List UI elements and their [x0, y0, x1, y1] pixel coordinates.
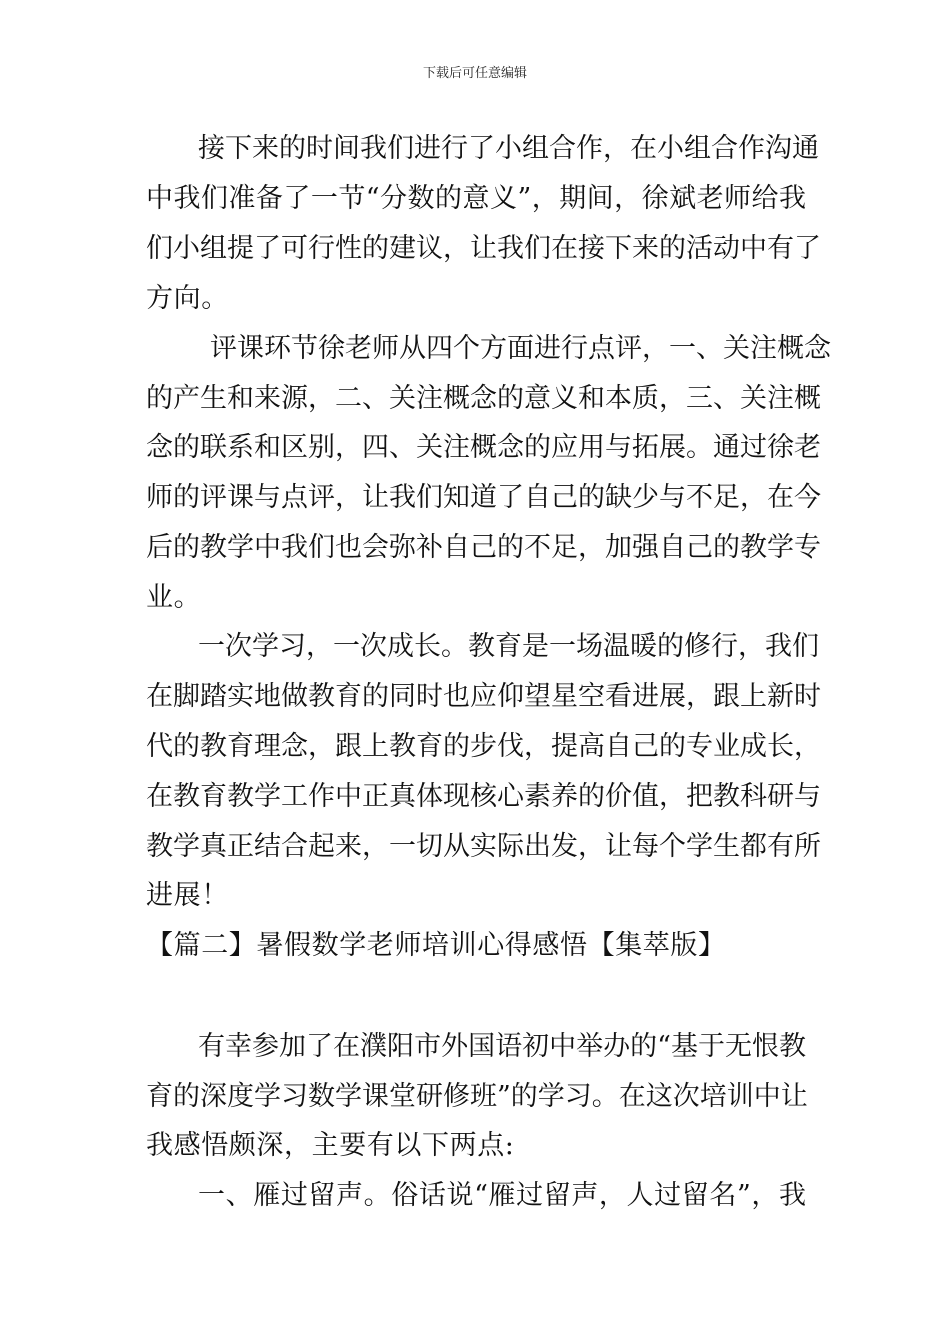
paragraph-line: 教学真正结合起来，一切从实际出发，让每个学生都有所: [146, 831, 821, 862]
paragraph-line: 一、雁过留声。俗话说“雁过留声，人过留名”，我: [198, 1180, 806, 1211]
paragraph-line: 有幸参加了在濮阳市外国语初中举办的“基于无恨教: [198, 1031, 806, 1062]
paragraph-line: 接下来的时间我们进行了小组合作，在小组合作沟通: [198, 133, 819, 164]
paragraph-line: 评课环节徐老师从四个方面进行点评，一、关注概念: [210, 333, 831, 364]
paragraph-line: 方向。: [146, 283, 229, 314]
page-header: 下载后可任意编辑: [422, 66, 527, 81]
paragraph-line: 我感悟颇深，主要有以下两点:: [146, 1130, 515, 1161]
section-title: 【篇二】暑假数学老师培训心得感悟【集萃版】: [146, 930, 726, 961]
paragraph-line: 进展！: [146, 880, 229, 911]
paragraph-line: 念的联系和区别，四、关注概念的应用与拓展。通过徐老: [146, 432, 821, 463]
paragraph-line: 中我们准备了一节“分数的意义”，期间，徐斌老师给我: [146, 183, 806, 214]
paragraph-line: 师的评课与点评，让我们知道了自己的缺少与不足，在今: [146, 482, 821, 513]
paragraph-line: 代的教育理念，跟上教育的步伐，提高自己的专业成长，: [146, 731, 821, 762]
paragraph-line: 育的深度学习数学课堂研修班”的学习。在这次培训中让: [146, 1081, 808, 1112]
paragraph-line: 业。: [146, 582, 202, 613]
paragraph-line: 在教育教学工作中正真体现核心素养的价值，把教科研与: [146, 781, 821, 812]
paragraph-line: 一次学习，一次成长。教育是一场温暖的修行，我们: [198, 631, 819, 662]
paragraph-line: 们小组提了可行性的建议，让我们在接下来的活动中有了: [146, 233, 821, 264]
paragraph-line: 在脚踏实地做教育的同时也应仰望星空看进展，跟上新时: [146, 681, 821, 712]
paragraph-line: 的产生和来源，二、关注概念的意义和本质，三、关注概: [146, 383, 821, 414]
paragraph-line: 后的教学中我们也会弥补自己的不足，加强自己的教学专: [146, 532, 821, 563]
